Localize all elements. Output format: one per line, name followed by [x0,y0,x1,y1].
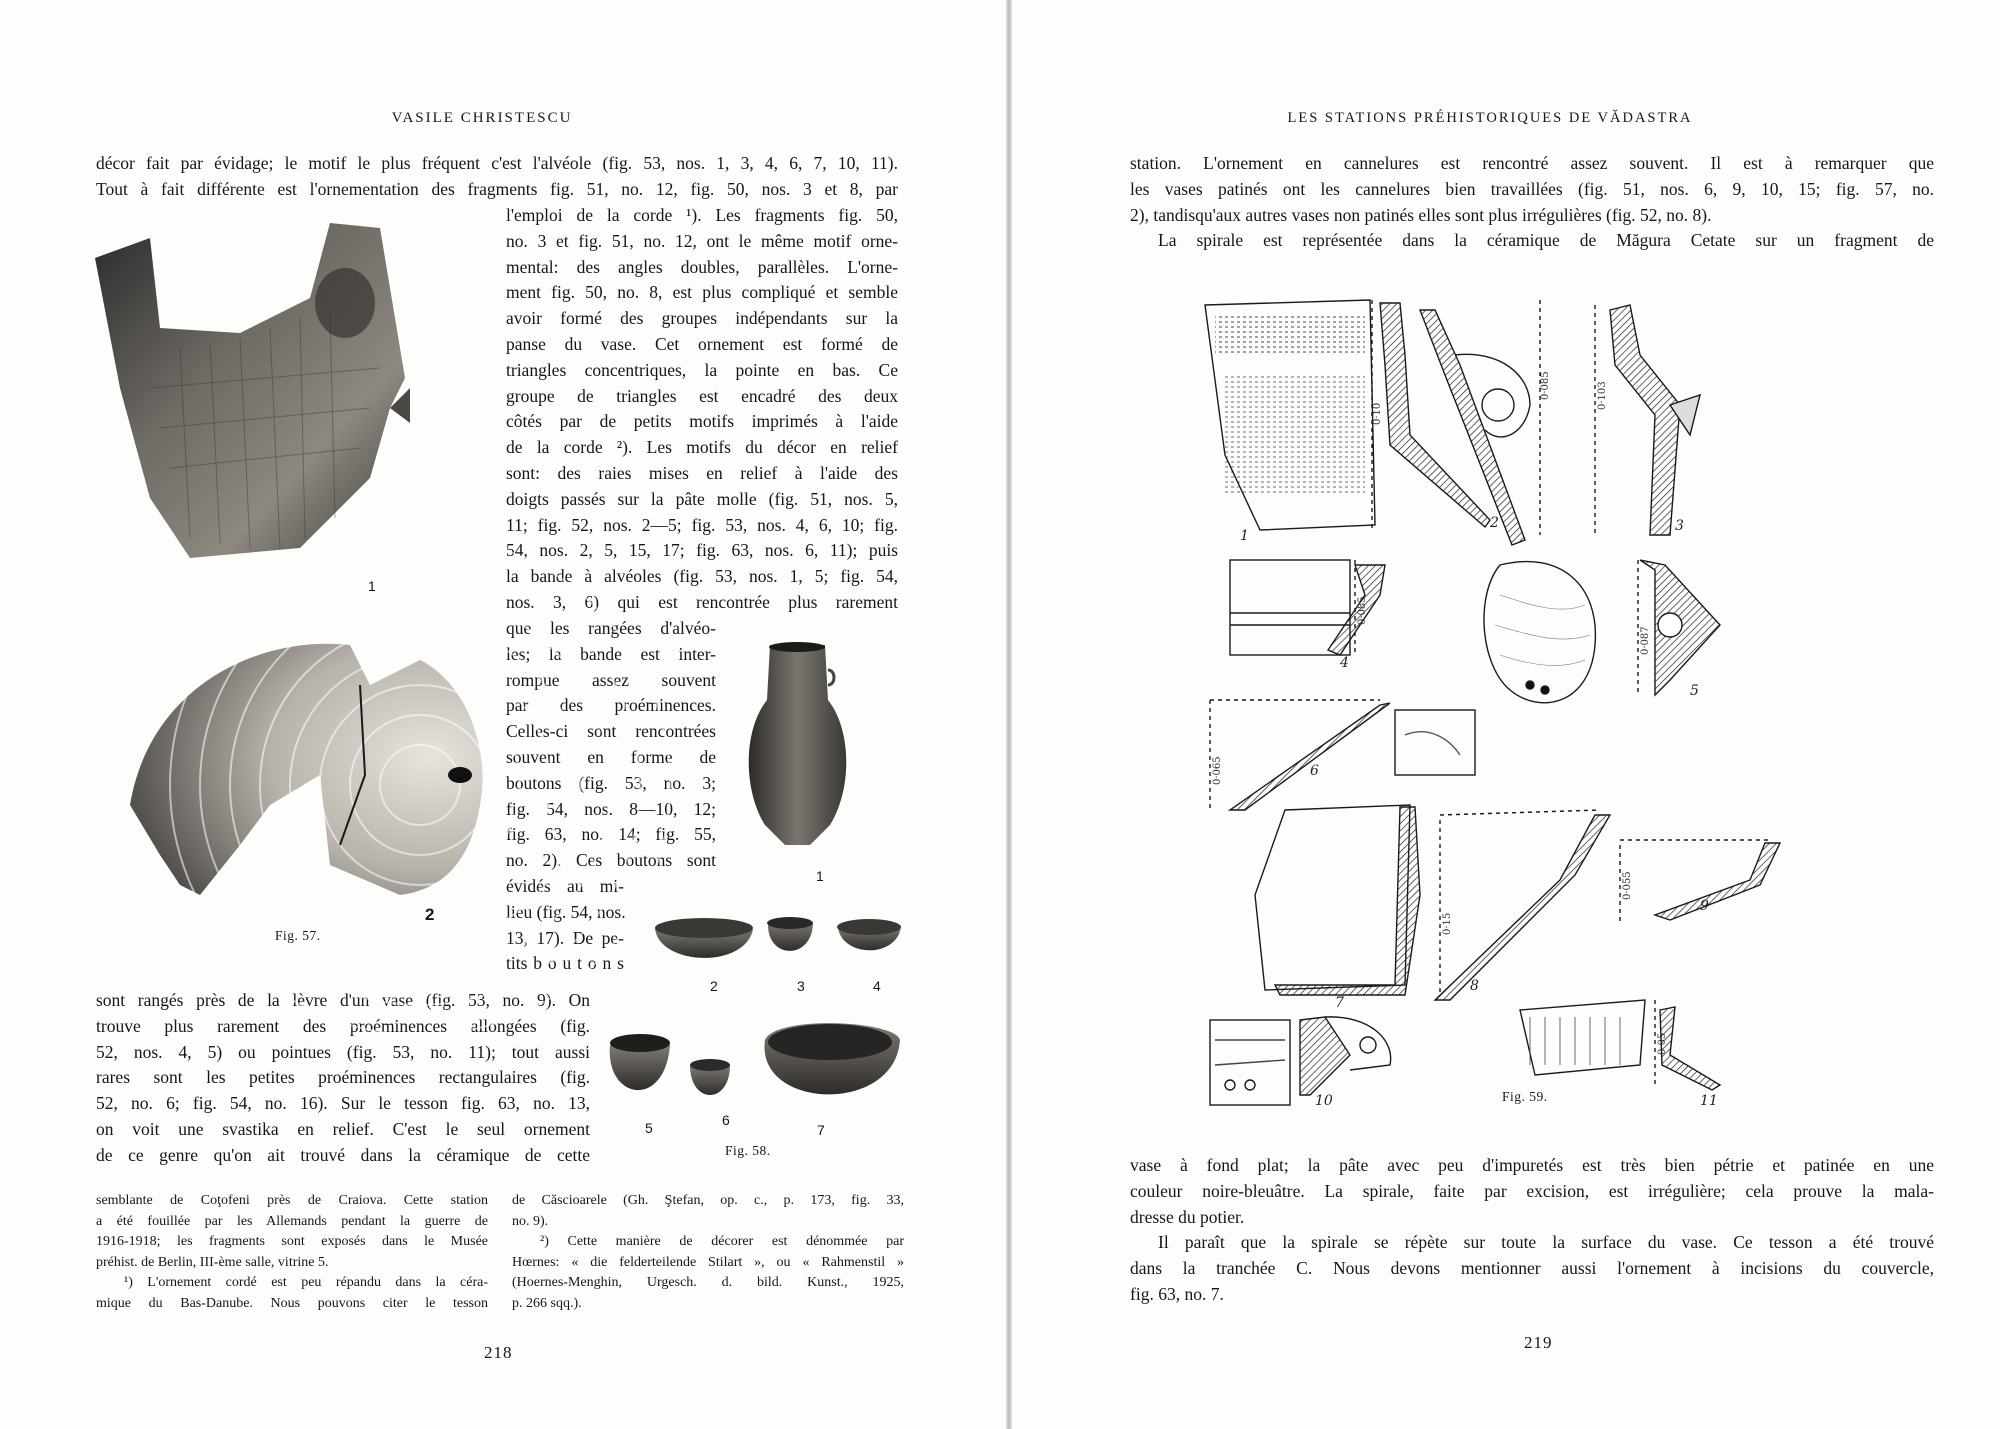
fig59-num-2: 2 [1490,515,1499,531]
fig59-num-7: 7 [1335,995,1344,1011]
text-line: doigts passés sur la pâte molle (fig. 51, nos. 5, [506,488,898,509]
text-line: lieu (fig. 54, nos. [506,901,626,922]
text-line: 11; fig. 52, nos. 2—5; fig. 53, nos. 4, 6, 10; fig. [506,514,898,535]
text-line: la bande à alvéoles (fig. 53, nos. 1, 5; fig. 54, [506,566,898,587]
text-line: 52, nos. 4, 5) ou pointues (fig. 53, no. 11); tout aussi [96,1041,590,1062]
text-line: on voit une svastika en relief. C'est le seul ornement [96,1118,590,1139]
fig58-label-2: 2 [710,978,718,994]
footnote-line: 1916-1918; les fragments sont exposés dans le Musée [96,1234,488,1250]
fig59-caption: Fig. 59. [1502,1089,1548,1104]
text-line: ment fig. 50, no. 8, est plus compliqué et semble [506,282,898,303]
fig57-caption: Fig. 57. [275,928,321,943]
left-right-column [506,203,898,616]
text-line: groupe de triangles est encadré des deux [506,385,898,406]
text-line: décor fait par évidage; le motif le plus fréquent c'est l'alvéole (fig. 53, nos. 1, 3, 4, 6, 7, 10, 11). [96,153,898,173]
fig59-measure: 0·087 [1640,626,1651,655]
right-page [1000,0,2000,1429]
text-line: 54, nos. 2, 5, 15, 17; fig. 63, nos. 6, 11); puis [506,540,898,561]
text-line: fig. 63, no. 14; fig. 55, [506,824,716,845]
fig59-num-10: 10 [1315,1093,1333,1109]
text-line: rares sont les petites proéminences rectangulaires (fig. [96,1067,590,1088]
text-line: l'emploi de la corde ¹). Les fragments fig. 50, [506,205,898,225]
running-head-left: VASILE CHRISTESCU [391,110,573,126]
fig57-photo-2 [120,625,490,900]
fig57-label-1: 1 [368,578,376,594]
text-line: 52, no. 6; fig. 54, no. 16). Sur le tesson fig. 63, no. 13, [96,1093,590,1114]
fig59-num-1: 1 [1240,528,1249,544]
page-number-right: 219 [1524,1333,1553,1352]
text-line: Celles-ci sont rencontrées [506,721,716,742]
text-line: par des proéminences. [506,695,716,716]
fig58-caption: Fig. 58. [725,1143,771,1158]
fig59-num-9: 9 [1700,898,1709,914]
text-line: les; la bande est inter- [506,643,716,664]
right-top-text [1130,151,1934,254]
footnote-line: mique du Bas-Danube. Nous pouvons citer le tesson [96,1295,488,1311]
text-line: boutons (fig. 53, no. 3; [506,772,716,793]
text-line: que les rangées d'alvéo- [506,618,716,638]
footnote-line: (Hoernes-Menghin, Urgesch. d. bild. Kunst., 1925, [512,1275,904,1291]
fig59-measure: 0·10 [1372,402,1383,425]
fig58-label-4: 4 [873,978,881,994]
fig59-num-3: 3 [1675,518,1684,534]
text-line: fig. 63, no. 7. [1130,1283,1224,1304]
footnote-line: préhist. de Berlin, III-ème salle, vitrine 5. [96,1254,329,1270]
fig57-photo-1 [90,218,500,578]
fig58-vessel-1 [740,640,855,855]
footnote-line: ²) Cette manière de décorer est dénommée par [540,1234,904,1250]
page-number-left: 218 [484,1343,513,1362]
text-line: no. 2). Ces boutons sont [506,850,716,871]
running-head-right: LES STATIONS PRÉHISTORIQUES DE VĂDASTRA [1287,110,1693,126]
fig59-measure: 0·05 [1657,1032,1668,1055]
text-line: 2), tandisqu'aux autres vases non patinés elles sont plus irrégulières (fig. 52, no. 8). [1130,204,1712,225]
text-line: nos. 3, 6) qui est rencontrée plus rarement [506,591,898,612]
footnote-line: Hœrnes: « die felderteilende Stilart », ou « Rahmenstil » [512,1254,904,1270]
text-line: tits b o u t o n s [506,953,624,974]
footnote-line: p. 266 sqq.). [512,1295,582,1311]
fig59-num-11: 11 [1700,1093,1718,1109]
fig59-measure: 0·103 [1597,381,1608,410]
text-line: mental: des angles doubles, parallèles. L'orne- [506,256,898,277]
fig59-num-4: 4 [1340,655,1349,671]
footnote-line: de Căscioarele (Gh. Ştefan, op. c., p. 173, fig. 33, [512,1193,904,1208]
text-line: La spirale est représentée dans la céramique de Măgura Cetate sur un fragment de [1158,230,1934,251]
text-line: couleur noire-bleuâtre. La spirale, faite par excision, est irrégulière; cela prouve la mala- [1130,1180,1934,1201]
text-line: sont: des raies mises en relief à l'aide des [506,462,898,483]
fig58-vessels-2-4 [653,910,903,980]
footnote-line: semblante de Coţofeni près de Craiova. Cette station [96,1193,488,1208]
fig58-label-7: 7 [817,1122,825,1138]
text-line: vase à fond plat; la pâte avec peu d'impuretés est très bien pétrie et patinée en une [1130,1155,1934,1175]
right-bottom-text [1130,1153,1934,1308]
fig59-num-5: 5 [1690,683,1699,699]
fig59-num-8: 8 [1470,978,1479,994]
text-line: souvent en forme de [506,746,716,767]
text-line: avoir formé des groupes indépendants sur la [506,308,898,329]
text-line: no. 3 et fig. 51, no. 12, ont le même motif orne- [506,230,898,251]
fig57-label-2: 2 [425,905,435,924]
fig58-label-5: 5 [645,1120,653,1136]
text-line: dresse du potier. [1130,1206,1245,1227]
footnote-line: ¹) L'ornement cordé est peu répandu dans la céra- [124,1275,488,1291]
text-line: côtés par de petits motifs imprimés à l'aide [506,411,898,432]
text-line: panse du vase. Cet ornement est formé de [506,333,898,354]
text-line: de la corde ²). Les motifs du décor en relief [506,437,898,458]
text-line: rompue assez souvent [506,669,716,690]
fig58-label-3: 3 [797,978,805,994]
text-line: fig. 54, nos. 8—10, 12; [506,798,716,819]
fig58-vessels-5-7 [605,1010,905,1115]
fig59-measure: 0·065 [1212,756,1223,785]
text-line: Il paraît que la spirale se répète sur toute la surface du vase. Ce tesson a été trouvé [1158,1232,1934,1253]
fig59-measure: 0·055 [1622,871,1633,900]
fig58-label-1: 1 [816,868,824,884]
footnotes-right [512,1191,904,1315]
fig58-label-6: 6 [722,1112,730,1128]
footnote-line: no. 9). [512,1213,549,1229]
text-line: dans la tranchée C. Nous devons mentionner aussi l'ornement à incisions du couvercle, [1130,1258,1934,1279]
text-line: triangles concentriques, la pointe en bas. Ce [506,359,898,380]
text-line: 13, 17). De pe- [506,927,624,948]
text-line: sont rangés près de la lèvre d'un vase (fig. 53, no. 9). On [96,990,590,1010]
footnotes-left [96,1191,488,1315]
text-line: évidés au mi- [506,875,624,896]
text-line: Tout à fait différente est l'ornementation des fragments fig. 51, no. 12, fig. 50, nos. 3 et 8, par [96,178,898,199]
text-line: de ce genre qu'on ait trouvé dans la céramique de cette [96,1144,590,1165]
text-line: station. L'ornement en cannelures est rencontré assez souvent. Il est à remarquer que [1130,153,1934,173]
left-top-text [96,151,898,203]
fig59-measure: 0·085 [1357,596,1368,625]
fig59-measure: 0·085 [1540,371,1551,400]
text-line: les vases patinés ont les cannelures bien travaillées (fig. 51, nos. 6, 9, 10, 15; fig. 57, no. [1130,178,1934,199]
text-line: trouve plus rarement des proéminences allongées (fig. [96,1015,590,1036]
fig59-measure: 0·15 [1442,912,1453,935]
footnote-line: a été fouillée par les Allemands pendant la guerre de [96,1213,488,1229]
fig59-num-6: 6 [1310,763,1319,779]
